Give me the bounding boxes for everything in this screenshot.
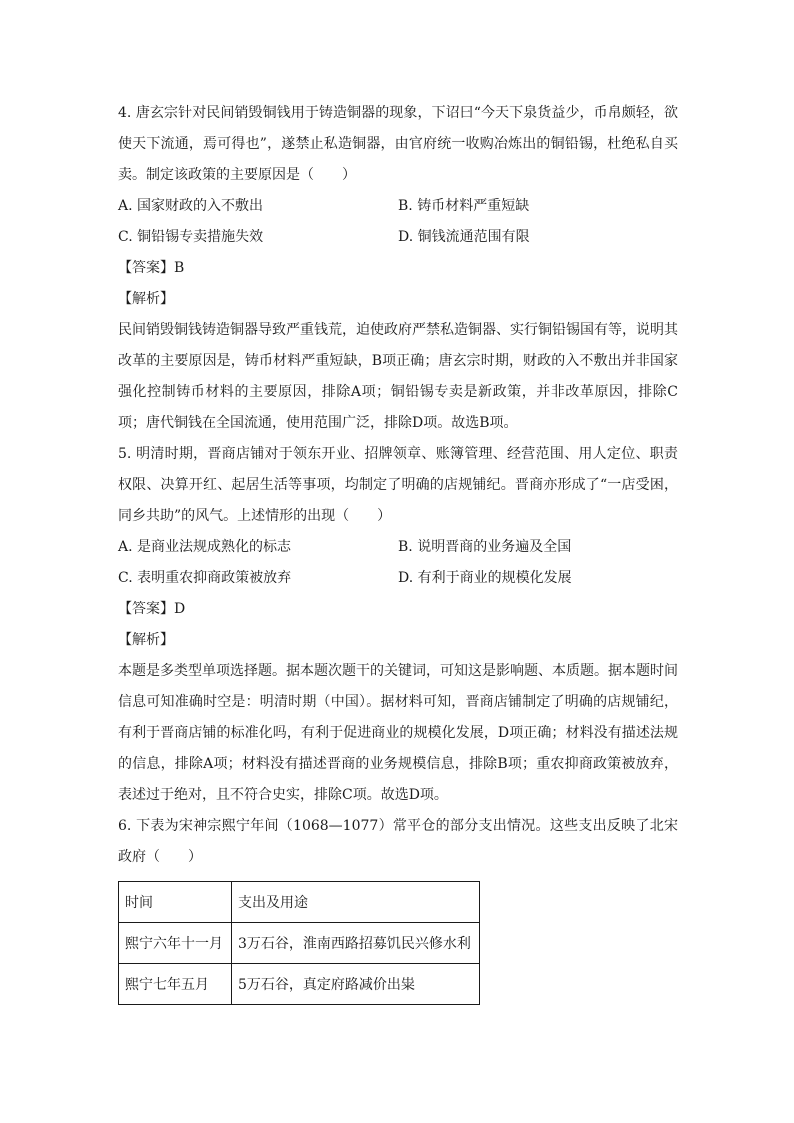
option-d: D. 有利于商业的规模化发展 — [398, 570, 572, 586]
expenditure-table — [118, 881, 480, 1005]
answer-line: 【答案】D — [118, 601, 186, 617]
table-header-cell: 时间 — [119, 882, 232, 923]
options-row — [118, 222, 678, 253]
question-stem: 6. 下表为宋神宗熙宁年间（1068—1077）常平仓的部分支出情况。这些支出反映了北宋政府（ ） — [118, 818, 678, 865]
options-row — [118, 563, 678, 594]
analysis-text: 本题是多类型单项选择题。据本题次题干的关键词，可知这是影响题、本质题。据本题时间信息可知准确时空是：明清时期（中国）。据材料可知，晋商店铺制定了明确的店规铺纪，有利于晋商店铺的标准化吗，有利于促进商业的规模化发展，D项正确；材料没有描述法规的信息，排除A项；材料没有描述晋商的业务规模信息，排除B项；重农抑商政策被放弃，表述过于绝对，且不符合史实，排除C项。故选D项。 — [118, 663, 678, 803]
question-stem: 4. 唐玄宗针对民间销毁铜钱用于铸造铜器的现象，下诏曰“今天下泉货益少，币帛颇轻，欲使天下流通，焉可得也”，遂禁止私造铜器，由官府统一收购冶炼出的铜铅锡，杜绝私自买卖。制定该政策的主要原因是（ ） — [118, 105, 678, 183]
table-row — [119, 923, 480, 964]
analysis-heading: 【解析】 — [118, 632, 174, 648]
option-c: C. 表明重农抑商政策被放弃 — [118, 570, 292, 586]
option-b: B. 说明晋商的业务遍及全国 — [398, 539, 572, 555]
option-d: D. 铜钱流通范围有限 — [398, 229, 530, 245]
question-stem: 5. 明清时期，晋商店铺对于领东开业、招牌领章、账簿管理、经营范围、用人定位、职责权限、决算开红、起居生活等事项，均制定了明确的店规铺纪。晋商亦形成了“一店受困，同乡共助”的风气。上述情形的出现（ ） — [118, 446, 678, 524]
options-row — [118, 532, 678, 563]
options-row — [118, 191, 678, 222]
option-c: C. 铜铅锡专卖措施失效 — [118, 229, 264, 245]
analysis-heading: 【解析】 — [118, 291, 174, 307]
table-cell: 熙宁六年十一月 — [119, 923, 232, 964]
table-header-cell: 支出及用途 — [232, 882, 480, 923]
table-cell: 熙宁七年五月 — [119, 964, 232, 1005]
table-row — [119, 964, 480, 1005]
question-4 — [118, 98, 678, 439]
analysis-text: 民间销毁铜钱铸造铜器导致严重钱荒，迫使政府严禁私造铜器、实行铜铅锡国有等，说明其改革的主要原因是，铸币材料严重短缺，B项正确；唐玄宗时期，财政的入不敷出并非国家强化控制铸币材料的主要原因，排除A项；铜铅锡专卖是新政策，并非改革原因，排除C项；唐代铜钱在全国流通，使用范围广泛，排除D项。故选B项。 — [118, 322, 678, 431]
option-a: A. 是商业法规成熟化的标志 — [118, 539, 292, 555]
document-content — [118, 98, 678, 1005]
question-5 — [118, 439, 678, 811]
table-header-row — [119, 882, 480, 923]
question-6 — [118, 811, 678, 1005]
option-a: A. 国家财政的入不敷出 — [118, 198, 264, 214]
table-cell: 5万石谷，真定府路减价出粜 — [232, 964, 480, 1005]
option-b: B. 铸币材料严重短缺 — [398, 198, 530, 214]
answer-line: 【答案】B — [118, 260, 185, 276]
table-cell: 3万石谷，淮南西路招募饥民兴修水利 — [232, 923, 480, 964]
